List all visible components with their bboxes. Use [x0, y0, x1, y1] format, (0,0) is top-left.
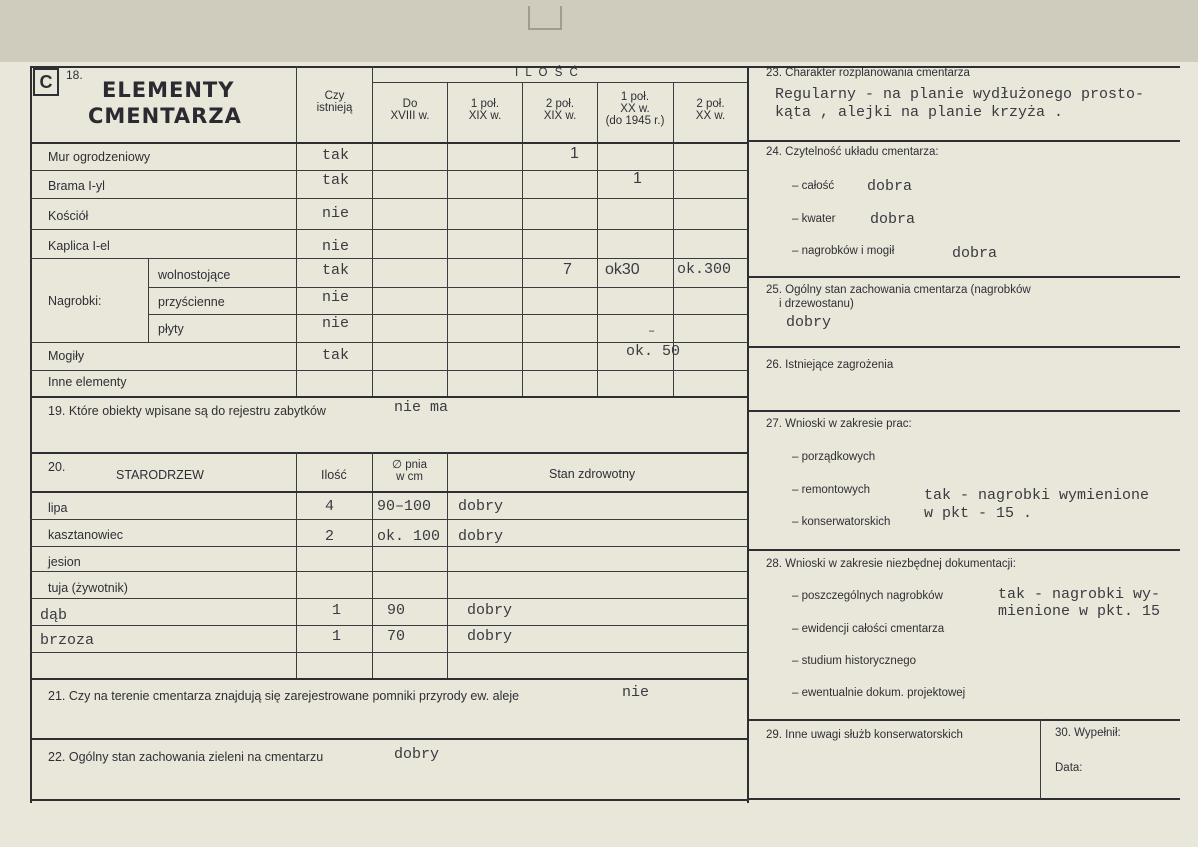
trees-header-line — [30, 491, 748, 493]
frame-top — [30, 66, 1180, 68]
wolno-p5: ok.300 — [677, 261, 732, 278]
mogily-p4: ok. 50 — [626, 343, 681, 360]
tree-name: kasztanowiec — [48, 528, 124, 542]
tree-health: dobry — [458, 498, 504, 515]
trees-number: 20. — [48, 460, 66, 474]
q24-kwater: – kwater — [792, 213, 836, 225]
trees-col-line — [372, 452, 373, 678]
header-period-4: 1 poł. XX w. (do 1945 r.) — [605, 91, 665, 128]
wolno-p3: 7 — [563, 261, 572, 278]
row-label-mur: Mur ogrodzeniowy — [48, 150, 151, 164]
q28-a: – poszczególnych nagrobków — [792, 590, 943, 602]
tree-count: 1 — [332, 628, 342, 645]
q24-nagrobkow: – nagrobków i mogił — [792, 245, 895, 257]
col-line-p3 — [597, 82, 598, 396]
exists-brama: tak — [322, 172, 350, 189]
trees-col-line — [296, 452, 297, 678]
q27-answer-2: w pkt - 15 . — [924, 505, 1033, 522]
q25-label-2: i drzewostanu) — [779, 298, 854, 310]
tree-diam: 90 — [387, 602, 406, 619]
header-period-2: 1 poł. XIX w. — [468, 98, 502, 123]
exists-przysc: nie — [322, 289, 350, 306]
row-label-mogily: Mogiły — [48, 349, 85, 363]
col-line-p1 — [447, 82, 448, 396]
row-line — [30, 258, 748, 259]
title-line1: ELEMENTY — [102, 78, 235, 102]
q24-bottom-line — [748, 276, 1180, 278]
tree-diam: 90–100 — [377, 498, 432, 515]
wolno-p4: ok30 — [605, 261, 640, 278]
q19-label: 19. Które obiekty wpisane są do rejestru zabytków — [48, 404, 326, 418]
q22-label: 22. Ogólny stan zachowania zieleni na cmentarzu — [48, 750, 324, 764]
tree-row-line — [30, 519, 748, 520]
frame-divider — [747, 66, 749, 803]
ilosc-underline — [372, 82, 747, 83]
header-exists: Czy istnieją — [316, 90, 353, 115]
q29-label: 29. Inne uwagi służb konserwatorskich — [766, 729, 963, 741]
tree-row-line — [30, 625, 748, 626]
exists-mur: tak — [322, 147, 350, 164]
title-line2: CMENTARZA — [88, 104, 242, 128]
row-label-brama: Brama I-yl — [48, 179, 105, 193]
row-label-wolno: wolnostojące — [158, 268, 231, 282]
q28-bottom-line — [748, 719, 1180, 721]
trees-col-health: Stan zdrowotny — [549, 467, 636, 481]
q30-date: Data: — [1055, 762, 1083, 774]
q25-label-1: 25. Ogólny stan zachowania cmentarza (nagrobków — [766, 284, 1031, 296]
q25-bottom-line — [748, 346, 1180, 348]
mur-p3: 1 — [570, 145, 579, 162]
q28-c: – studium historycznego — [792, 655, 917, 667]
q23-bottom-line — [748, 140, 1180, 142]
tree-name: jesion — [48, 555, 81, 569]
header-ilosc: I L O Ś Ć — [515, 67, 580, 79]
frame-bottom-left — [30, 799, 748, 801]
tree-count: 4 — [325, 498, 335, 515]
q24-nagrobkow-value: dobra — [952, 245, 998, 262]
exists-mogily: tak — [322, 347, 350, 364]
q27-label: 27. Wnioski w zakresie prac: — [766, 418, 912, 430]
trees-bottom-line — [30, 678, 748, 680]
tree-name: tuja (żywotnik) — [48, 581, 128, 595]
q28-answer-1: tak - nagrobki wy- — [998, 586, 1161, 603]
frame-bottom-right — [748, 798, 1180, 800]
q28-b: – ewidencji całości cmentarza — [792, 623, 945, 635]
q25-answer: dobry — [786, 314, 832, 331]
trees-col-line — [447, 452, 448, 678]
q24-kwater-value: dobra — [870, 211, 916, 228]
q24-calosc: – całość — [792, 180, 835, 192]
col-line-exists — [296, 66, 297, 396]
tree-health: dobry — [458, 528, 504, 545]
header-period-1: Do XVIII w. — [390, 98, 430, 123]
tree-count: 2 — [325, 528, 335, 545]
binder-clip — [528, 6, 562, 30]
tree-name: lipa — [48, 501, 68, 515]
tree-row-line — [30, 571, 748, 572]
tree-row-line — [30, 598, 748, 599]
row-label-inne: Inne elementy — [48, 375, 127, 389]
row-label-nagrobki: Nagrobki: — [48, 294, 102, 308]
row-label-kaplica: Kaplica I-el — [48, 239, 110, 253]
q19-bottom-line — [30, 452, 748, 454]
q24-label: 24. Czytelność układu cmentarza: — [766, 146, 939, 158]
tree-row-line — [30, 546, 748, 547]
trees-col-diam: ∅ pnia w cm — [392, 459, 427, 484]
row-line — [30, 229, 748, 230]
tree-count: 1 — [332, 602, 342, 619]
header-period-3: 2 poł. XIX w. — [543, 98, 577, 123]
tree-diam: ok. 100 — [377, 528, 441, 545]
plyty-p4: – — [648, 324, 656, 338]
row-line — [148, 287, 748, 288]
nagrobki-divider — [148, 258, 149, 342]
q29-q30-divider — [1040, 719, 1041, 799]
exists-kosciol: nie — [322, 205, 350, 222]
trees-col-count: Ilość — [321, 468, 347, 482]
exists-plyty: nie — [322, 315, 350, 332]
cemetery-card — [0, 62, 1198, 847]
q23-label: 23. Charakter rozplanowania cmentarza — [766, 67, 970, 79]
q23-line2: kąta , alejki na planie krzyża . — [775, 104, 1064, 121]
q30-label: 30. Wypełnił: — [1055, 727, 1121, 739]
q19-answer: nie ma — [394, 399, 449, 416]
q27-b: – remontowych — [792, 484, 870, 496]
q27-a: – porządkowych — [792, 451, 876, 463]
row-line — [30, 370, 748, 371]
header-period-5: 2 poł. XX w. — [695, 98, 726, 123]
tree-row-line — [30, 652, 748, 653]
q28-answer-2: mienione w pkt. 15 — [998, 603, 1161, 620]
row-line — [148, 314, 748, 315]
frame-left — [30, 66, 32, 803]
tree-name: dąb — [40, 607, 68, 624]
q23-line1: Regularny - na planie wydłużonego prosto- — [775, 86, 1145, 103]
q28-label: 28. Wnioski w zakresie niezbędnej dokumentacji: — [766, 558, 1016, 570]
binding-strip — [0, 0, 1198, 63]
q26-label: 26. Istniejące zagrożenia — [766, 359, 894, 371]
exists-wolno: tak — [322, 262, 350, 279]
q27-bottom-line — [748, 549, 1180, 551]
section-box: C — [33, 68, 59, 96]
q27-answer-1: tak - nagrobki wymienione — [924, 487, 1150, 504]
row-label-przysc: przyścienne — [158, 295, 225, 309]
row-line — [30, 198, 748, 199]
trees-header: STARODRZEW — [116, 468, 204, 482]
col-line-p2 — [522, 82, 523, 396]
brama-p4: 1 — [633, 170, 642, 187]
q21-bottom-line — [30, 738, 748, 740]
q22-answer: dobry — [394, 746, 440, 763]
exists-kaplica: nie — [322, 238, 350, 255]
tree-name: brzoza — [40, 632, 95, 649]
q24-calosc-value: dobra — [867, 178, 913, 195]
tree-health: dobry — [467, 602, 513, 619]
header-bottom-line — [30, 142, 748, 144]
q21-label: 21. Czy na terenie cmentarza znajdują się zarejestrowane pomniki przyrody ew. aleje — [48, 689, 520, 703]
tree-diam: 70 — [387, 628, 406, 645]
row-label-kosciol: Kościół — [48, 209, 89, 223]
row-label-plyty: płyty — [158, 322, 184, 336]
q27-c: – konserwatorskich — [792, 516, 891, 528]
q21-answer: nie — [622, 684, 650, 701]
section-number: 18. — [66, 68, 83, 82]
tree-health: dobry — [467, 628, 513, 645]
table-bottom-line — [30, 396, 748, 398]
q26-bottom-line — [748, 410, 1180, 412]
q28-d: – ewentualnie dokum. projektowej — [792, 687, 966, 699]
